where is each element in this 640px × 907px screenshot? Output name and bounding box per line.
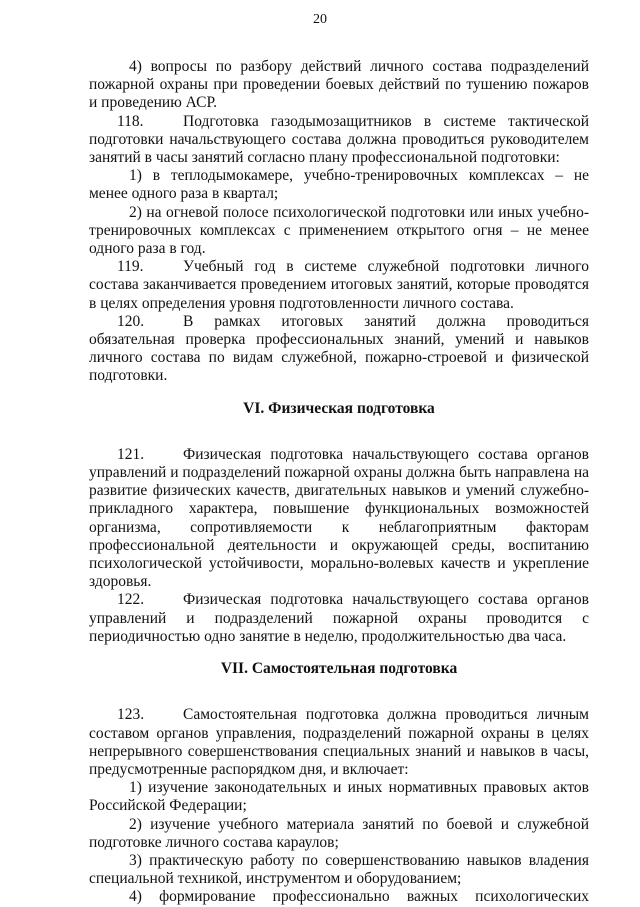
paragraph-number: 122. — [117, 591, 145, 609]
page-number: 20 — [313, 12, 327, 27]
section-heading-vi: VI. Физическая подготовка — [243, 399, 435, 417]
paragraph-121 — [89, 446, 589, 592]
paragraph-122 — [89, 591, 589, 646]
paragraph-text: Физическая подготовка начальствующего состава органов управлений и подразделений пожарной охраны должна быть направлена на развитие физических качеств, двигательных навыков и умений служебно-прикладного характера, повышение функциональных возможностей организма, сопротивляемости к неблагоприятным факторам профессиональной деятельности и окружающей среды, воспитанию психологической устойчивости, морально-волевых качеств и укрепление здоровья. — [89, 445, 589, 591]
paragraph-number: 119. — [117, 258, 144, 276]
paragraph-text: Учебный год в системе служебной подготовки личного состава заканчивается проведением итоговых занятий, которые проводятся в целях определения уровня подготовленности личного состава. — [89, 258, 589, 312]
list-item-1: 1) изучение законодательных и иных нормативных правовых актов Российской Федерации; — [89, 779, 589, 815]
list-item-2: 2) изучение учебного материала занятий по боевой и служебной подготовке личного состава караулов; — [89, 815, 589, 851]
document-body — [89, 58, 589, 907]
section-heading-vii: VII. Самостоятельная подготовка — [220, 660, 458, 678]
paragraph-118 — [89, 113, 589, 168]
paragraph-item-4: 4) вопросы по разбору действий личного состава подразделений пожарной охраны при проведении боевых действий по тушению пожаров и проведению АСР. — [89, 58, 589, 112]
paragraph-text: В рамках итоговых занятий должна проводиться обязательная проверка профессиональных знаний, умений и навыков личного состава по видам служебной, пожарно-строевой и физической подготовки. — [89, 312, 589, 385]
paragraph-number: 118. — [117, 112, 144, 130]
paragraph-120 — [89, 313, 589, 386]
paragraph-text: Самостоятельная подготовка должна проводиться личным составом органов управления, подразделений пожарной охраны в целях непрерывного совершенствования специальных знаний и навыков в часы, предусмотренные распорядком дня, и включает: — [89, 706, 589, 778]
paragraph-119 — [89, 258, 589, 313]
list-item-3: 3) практическую работу по совершенствованию навыков владения специальной техникой, инструментом и оборудованием; — [89, 851, 589, 888]
paragraph-number: 120. — [117, 312, 145, 330]
paragraph-text: Физическая подготовка начальствующего состава органов управлений и подразделений пожарной охраны проводится с периодичностью одно занятие в неделю, продолжительностью два часа. — [89, 591, 589, 645]
paragraph-number: 121. — [117, 445, 145, 463]
paragraph-text: Подготовка газодымозащитников в системе тактической подготовки начальствующего состава должна проводиться руководителем занятий в часы занятий согласно плану профессиональной подготовки: — [89, 112, 589, 167]
paragraph-number: 123. — [117, 706, 145, 724]
list-item-1: 1) в теплодымокамере, учебно-тренировочных комплексах – не менее одного раза в квартал; — [89, 167, 589, 203]
paragraph-123 — [89, 706, 589, 779]
list-item-2: 2) на огневой полосе психологической подготовки или иных учебно-тренировочных комплексах с применением открытого огня – не менее одного раза в год. — [89, 203, 589, 258]
list-item-4: 4) формирование профессионально важных психологических — [129, 888, 589, 906]
